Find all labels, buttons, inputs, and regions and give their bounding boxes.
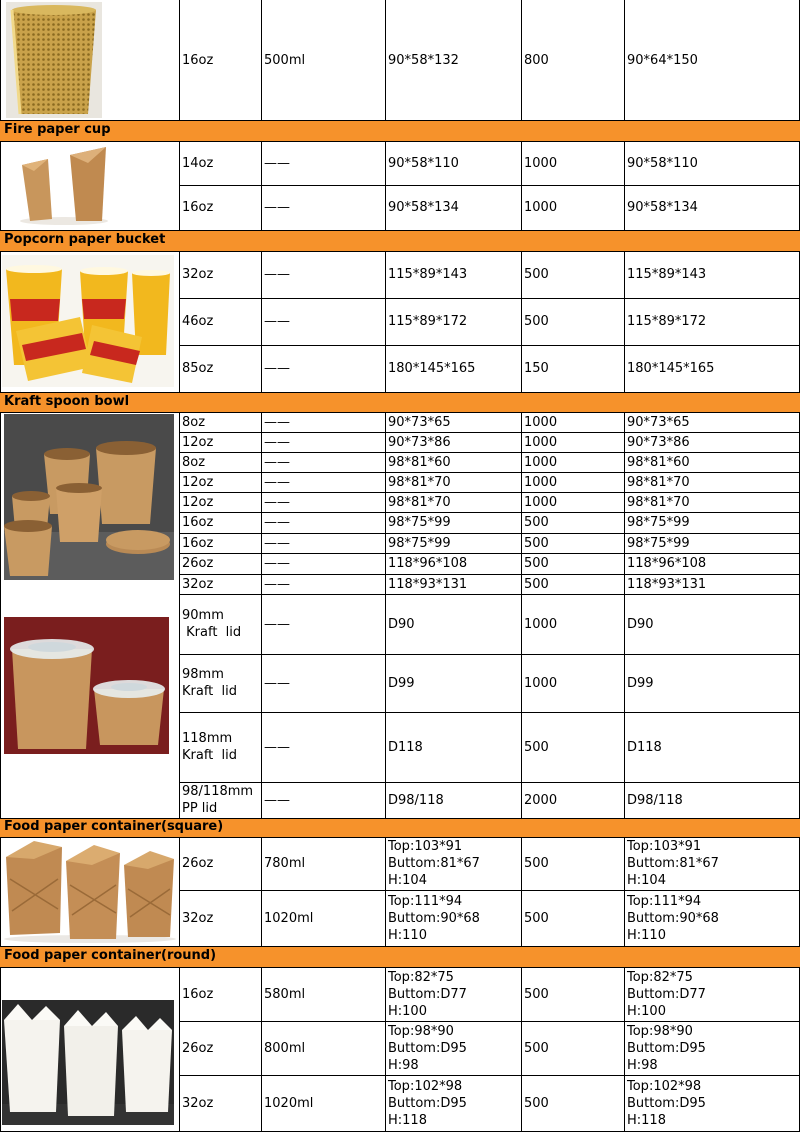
grid-line [179,512,800,513]
square-food-container-image [2,839,178,943]
cell-size: 32oz [182,267,214,282]
cell-ml: —— [264,515,290,530]
grid-line [179,818,800,819]
grid-line [0,412,1,818]
cell-qty: 500 [524,267,549,282]
cell-ml: —— [264,675,290,691]
cell-dims: 118*96*108 [388,556,468,571]
cell-qty: 500 [524,856,549,871]
grid-line [385,251,386,392]
grid-line [385,837,386,946]
cell-qty: 500 [524,986,549,1002]
grid-line [179,251,180,392]
grid-line [624,967,625,1131]
cell-size: 14oz [182,155,214,171]
grid-line [179,0,180,120]
grid-line [385,141,386,230]
cell-dims: D90 [388,616,415,632]
grid-line [0,946,180,947]
cell-ml: —— [264,314,290,329]
cell-carton: 98*75*99 [627,515,690,530]
grid-line [179,890,800,891]
cell-dims: Top:98*90 Buttom:D95 H:98 [388,1023,467,1073]
cell-dims: 180*145*165 [388,361,476,376]
grid-line [179,412,800,413]
fire-paper-cup-image [14,145,114,227]
grid-line [0,837,1,946]
cell-carton: 115*89*143 [627,267,707,282]
cell-carton: Top:98*90 Buttom:D95 H:98 [627,1023,706,1073]
cell-size: 26oz [182,1040,214,1056]
cell-ml: —— [264,535,290,551]
cell-carton: D98/118 [627,792,683,808]
grid-line [0,251,180,252]
grid-line [179,1131,800,1132]
cell-size: 12oz [182,474,214,490]
cell-dims: 98*81*70 [388,494,451,510]
grid-line [179,574,800,575]
round-food-container-image [2,1000,174,1125]
cell-qty: 1000 [524,675,558,691]
cell-ml: 1020ml [264,910,314,926]
cell-qty: 1000 [524,494,558,510]
grid-line [179,412,180,818]
grid-line [179,120,800,121]
cell-size: 32oz [182,910,214,926]
cell-ml: 500ml [264,52,306,68]
cell-dims: 90*58*110 [388,155,459,171]
cell-ml: —— [264,616,290,632]
cell-qty: 500 [524,910,549,926]
grid-line [624,141,625,230]
grid-line [261,837,262,946]
grid-line [521,837,522,946]
cell-ml: —— [264,494,290,510]
grid-line [179,594,800,595]
grid-line [521,0,522,120]
grid-line [179,472,800,473]
cell-size: 32oz [182,1095,214,1111]
cell-carton: 98*81*60 [627,454,690,470]
cell-size: 118mm Kraft lid [182,731,238,763]
grid-line [0,141,180,142]
cell-size: 32oz [182,576,214,592]
grid-line [179,452,800,453]
cell-dims: 90*58*132 [388,52,459,68]
cell-ml: —— [264,792,290,808]
cell-ml: —— [264,556,290,571]
grid-line [0,412,180,413]
cell-size: 16oz [182,986,214,1002]
grid-line [179,782,800,783]
grid-line [624,251,625,392]
cell-qty: 1000 [524,474,558,490]
cell-ml: —— [264,155,290,171]
cell-qty: 500 [524,535,549,551]
cell-qty: 500 [524,314,549,329]
cell-qty: 500 [524,576,549,592]
cell-dims: 98*81*70 [388,474,451,490]
grid-line [179,185,800,186]
cell-qty: 1000 [524,155,558,171]
cell-carton: 90*58*134 [627,200,698,215]
section-header-round-container [0,946,800,967]
grid-line [0,837,180,838]
cell-ml: —— [264,739,290,755]
grid-line [521,141,522,230]
grid-line [179,654,800,655]
cell-dims: D118 [388,739,423,755]
grid-line [179,230,800,231]
cell-dims: 90*58*134 [388,200,459,215]
grid-line [521,967,522,1131]
cell-dims: 90*73*86 [388,434,451,450]
cell-qty: 800 [524,52,549,68]
cell-carton: 115*89*172 [627,314,707,329]
section-header-popcorn-bucket [0,230,800,251]
cell-qty: 500 [524,556,549,571]
cell-ml: 580ml [264,986,306,1002]
grid-line [0,392,180,393]
cell-carton: Top:102*98 Buttom:D95 H:118 [627,1078,706,1128]
grid-line [179,251,800,252]
grid-line [261,141,262,230]
cell-qty: 500 [524,739,549,755]
cell-ml: —— [264,454,290,470]
cell-size: 12oz [182,434,214,450]
grid-line [179,392,800,393]
grid-line [0,1131,180,1132]
grid-line [179,712,800,713]
grid-line [179,141,800,142]
cell-qty: 1000 [524,414,558,430]
section-title: Popcorn paper bucket [4,232,166,247]
cell-carton: Top:82*75 Buttom:D77 H:100 [627,969,706,1019]
grid-line [385,0,386,120]
grid-line [179,432,800,433]
cell-size: 16oz [182,200,214,215]
cell-size: 12oz [182,494,214,510]
cell-carton: 98*81*70 [627,494,690,510]
cell-dims: Top:111*94 Buttom:90*68 H:110 [388,893,480,943]
grid-line [0,251,1,392]
grid-line [179,967,800,968]
section-header-square-container [0,818,800,837]
cell-dims: 118*93*131 [388,576,468,592]
cell-dims: D98/118 [388,792,444,808]
grid-line [261,251,262,392]
cell-qty: 150 [524,361,549,376]
cell-size: 26oz [182,556,214,571]
cell-dims: 98*75*99 [388,515,451,530]
cell-dims: 98*75*99 [388,535,451,551]
cell-dims: 90*73*65 [388,414,451,430]
grid-line [0,141,1,230]
cell-carton: Top:103*91 Buttom:81*67 H:104 [627,839,719,888]
kraft-bowls-image [4,414,174,580]
cell-size: 8oz [182,414,206,430]
cell-carton: 180*145*165 [627,361,715,376]
grid-line [261,412,262,818]
section-header-kraft-spoon-bowl [0,392,800,412]
cell-carton: Top:111*94 Buttom:90*68 H:110 [627,893,719,943]
cell-size: 85oz [182,361,214,376]
cell-carton: D118 [627,739,662,755]
cell-carton: 118*93*131 [627,576,707,592]
cell-qty: 500 [524,1040,549,1056]
cell-ml: 1020ml [264,1095,314,1111]
cell-qty: 1000 [524,454,558,470]
grid-line [521,251,522,392]
grid-line [179,298,800,299]
grid-line [521,412,522,818]
cell-qty: 2000 [524,792,558,808]
grid-line [385,967,386,1131]
grid-line [385,412,386,818]
cell-dims: 98*81*60 [388,454,451,470]
cell-size: 16oz [182,515,214,530]
grid-line [0,818,180,819]
grid-line [179,345,800,346]
cell-ml: —— [264,200,290,215]
cell-dims: Top:103*91 Buttom:81*67 H:104 [388,839,480,888]
cell-size: 98/118mm PP lid [182,784,254,816]
cell-qty: 1000 [524,200,558,215]
grid-line [0,0,1,120]
cell-carton: 118*96*108 [627,556,707,571]
grid-line [261,967,262,1131]
cell-ml: —— [264,361,290,376]
cell-dims: D99 [388,675,415,691]
cell-carton: 98*75*99 [627,535,690,551]
grid-line [624,0,625,120]
cell-dims: Top:82*75 Buttom:D77 H:100 [388,969,467,1019]
grid-line [261,0,262,120]
cell-carton: D99 [627,675,654,691]
cell-ml: —— [264,414,290,430]
cell-ml: 780ml [264,856,306,871]
grid-line [0,230,180,231]
grid-line [0,967,1,1131]
grid-line [179,141,180,230]
cell-ml: —— [264,474,290,490]
cell-ml: 800ml [264,1040,306,1056]
section-title: Food paper container(round) [4,948,217,963]
cell-size: 16oz [182,535,214,551]
grid-line [179,837,180,946]
grid-line [179,1021,800,1022]
grid-line [179,1075,800,1076]
cell-qty: 1000 [524,616,558,632]
cell-carton: 90*73*65 [627,414,690,430]
section-title: Fire paper cup [4,122,111,137]
cell-size: 98mm Kraft lid [182,667,238,699]
gold-paper-cup-image [6,2,102,118]
section-title: Food paper container(square) [4,819,224,834]
cell-ml: —— [264,576,290,592]
cell-qty: 500 [524,1095,549,1111]
section-header-fire-paper-cup [0,120,800,141]
cell-size: 26oz [182,856,214,871]
cell-size: 46oz [182,314,214,329]
grid-line [179,533,800,534]
grid-line [179,553,800,554]
cell-size: 16oz [182,52,214,68]
grid-line [179,946,800,947]
grid-line [179,492,800,493]
grid-line [0,120,180,121]
cell-qty: 1000 [524,434,558,450]
cell-qty: 500 [524,515,549,530]
grid-line [179,837,800,838]
grid-line [624,837,625,946]
cell-carton: 90*64*150 [627,52,698,68]
cell-carton: 98*81*70 [627,474,690,490]
popcorn-bucket-image [2,255,174,387]
cell-dims: 115*89*143 [388,267,468,282]
cell-dims: 115*89*172 [388,314,468,329]
cell-carton: 90*58*110 [627,155,698,171]
cell-size: 90mm Kraft lid [182,608,242,640]
grid-line [624,412,625,818]
cell-carton: D90 [627,616,654,632]
cell-size: 8oz [182,454,206,470]
cell-carton: 90*73*86 [627,434,690,450]
cell-dims: Top:102*98 Buttom:D95 H:118 [388,1078,467,1128]
grid-line [179,967,180,1131]
cell-ml: —— [264,267,290,282]
grid-line [0,967,180,968]
section-title: Kraft spoon bowl [4,394,130,409]
kraft-bowl-with-lid-image [4,617,169,754]
cell-ml: —— [264,434,290,450]
